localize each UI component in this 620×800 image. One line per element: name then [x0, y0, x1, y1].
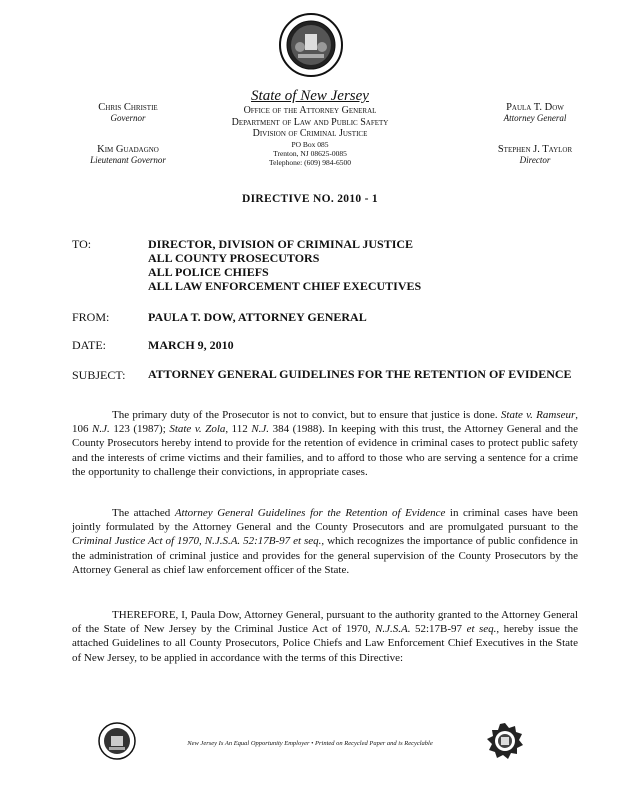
lt-governor-name: Kim Guadagno [97, 144, 159, 155]
to-line: ALL POLICE CHIEFS [148, 265, 269, 279]
body-paragraph-2 [72, 506, 578, 577]
text-run: THEREFORE, I, Paula Dow, Attorney General, pursuant to the authority granted to the Attorney General of the State of New Jersey by the Criminal Justice Act of 1970, [72, 609, 578, 636]
governor-name: Chris Christie [98, 102, 158, 113]
case-citation: State v. Zola [169, 423, 226, 436]
lt-governor-title: Lieutenant Governor [90, 155, 166, 165]
body-paragraph-3 [72, 608, 578, 665]
footer-text: New Jersey Is An Equal Opportunity Employer • Printed on Recycled Paper and is Recyclable [187, 740, 433, 747]
header-left-column [58, 102, 198, 166]
date-label: DATE: [72, 338, 106, 352]
state-seal-icon [278, 12, 344, 78]
to-line: ALL LAW ENFORCEMENT CHIEF EXECUTIVES [148, 279, 422, 293]
guidelines-title: Attorney General Guidelines for the Retention of Evidence [174, 507, 446, 519]
from-label: FROM: [72, 310, 110, 324]
director-name: Stephen J. Taylor [497, 144, 573, 155]
division-name: Division of Criminal Justice [252, 128, 368, 139]
text-run: in criminal cases have been jointly formulated by the Attorney General and the County Prosecutors and are promulgated pursuant to the [72, 507, 579, 534]
text-run: , hereby issue the attached Guidelines to all County Prosecutors, Police Chiefs and Law Enforcement Chief Executives in the State of New Jersey, to be applied in accordance with the terms of this Directive: [72, 623, 578, 664]
po-box: PO Box 085 [291, 139, 329, 149]
text-run: The attached [112, 507, 175, 519]
date-value: MARCH 9, 2010 [148, 338, 234, 352]
reporter-citation: N.J. [92, 423, 110, 436]
badge-seal-icon [486, 722, 524, 760]
subject-value: ATTORNEY GENERAL GUIDELINES FOR THE RETENTION OF EVIDENCE [148, 367, 572, 381]
text-run: 384 (1988). In keeping with this trust, the Attorney General and the County Prosecutors hereby intend to provide for the retention of evidence in criminal cases to protect public safety and the interests of crime victims and their families, and to afford to those who are serving a sentence for a crime the opportunity to challenge their convictions, in appropriate cases. [72, 423, 578, 478]
text-run: The primary duty of the Prosecutor is not to convict, but to ensure that justice is done. [112, 409, 501, 421]
governor-title: Governor [110, 113, 146, 123]
statute-citation: Criminal Justice Act of 1970, N.J.S.A. 52:17B-97 et seq. [72, 535, 322, 548]
text-run: 52:17B-97 [410, 623, 467, 636]
body-paragraph-1 [72, 408, 578, 479]
attorney-general-title: Attorney General [503, 113, 567, 123]
directive-number: DIRECTIVE NO. 2010 - 1 [242, 193, 378, 205]
subject-label: SUBJECT: [72, 368, 126, 382]
header-right-column [470, 102, 600, 166]
telephone: Telephone: (609) 984-6500 [269, 157, 351, 167]
text-run: , which recognizes the importance of public confidence in the administration of criminal justice and provides for the general supervision of the County Prosecutors by the Attorney General as chief law enforcement officer of the State. [72, 535, 579, 576]
to-line: ALL COUNTY PROSECUTORS [148, 251, 320, 265]
text-run: , 112 [225, 423, 252, 436]
statute-citation: N.J.S.A. [375, 623, 411, 636]
city-address: Trenton, NJ 08625-0085 [273, 148, 347, 158]
office-name: Office of the Attorney General [243, 105, 377, 116]
text-run: 123 (1987); [109, 423, 170, 436]
statute-citation: et seq. [466, 623, 497, 636]
to-line: DIRECTOR, DIVISION OF CRIMINAL JUSTICE [148, 237, 414, 251]
to-recipients [148, 237, 421, 293]
director-title: Director [519, 155, 551, 165]
reporter-citation: N.J. [251, 423, 270, 436]
to-label: TO: [72, 237, 92, 251]
department-name: Department of Law and Public Safety [231, 116, 389, 128]
header-center-column [200, 88, 420, 167]
state-name: State of New Jersey [251, 88, 369, 104]
attorney-general-name: Paula T. Dow [506, 102, 564, 113]
from-value: PAULA T. DOW, ATTORNEY GENERAL [148, 310, 367, 324]
case-citation: State v. Ramseur [500, 409, 576, 421]
text-run: , 106 [72, 409, 579, 436]
